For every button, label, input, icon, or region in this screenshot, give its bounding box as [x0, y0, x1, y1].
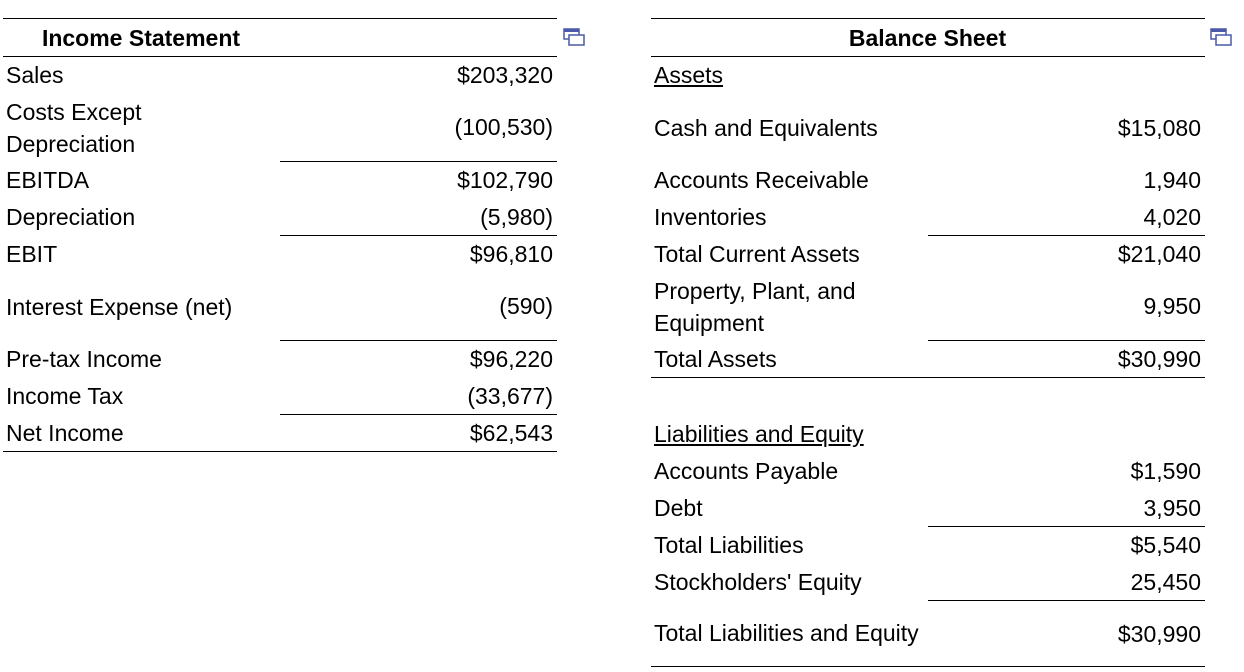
- income-statement-title: Income Statement: [3, 19, 280, 57]
- row-label-total-liabilities-equity: Total Liabilities and Equity: [651, 601, 928, 667]
- row-value-cash: $15,080: [1117, 114, 1201, 141]
- row-value-debt: 3,950: [928, 490, 1205, 527]
- row-value-total-liabilities: $5,540: [1130, 532, 1201, 559]
- row-label-net-income: Net Income: [3, 415, 280, 452]
- row-label-ebitda: EBITDA: [6, 167, 90, 193]
- row-value-pretax-income: $96,220: [469, 346, 553, 373]
- row-value-depreciation: (5,980): [280, 199, 557, 236]
- row-label-total-liabilities: Total Liabilities: [654, 532, 804, 558]
- row-label-debt: Debt: [654, 495, 703, 521]
- row-label-interest-expense: Interest Expense (net): [6, 293, 233, 320]
- row-label-inventories: Inventories: [654, 204, 767, 230]
- balance-sheet-title: Balance Sheet: [651, 19, 1205, 57]
- row-label-cash: Cash and Equivalents: [654, 114, 878, 141]
- row-label-income-tax: Income Tax: [6, 383, 124, 409]
- balance-sheet-table: [651, 18, 1205, 667]
- row-label-accounts-payable: Accounts Payable: [654, 458, 839, 484]
- row-value-accounts-payable: $1,590: [1130, 458, 1201, 484]
- row-value-total-liabilities-equity: $30,990: [928, 601, 1205, 667]
- row-label-total-assets: Total Assets: [651, 341, 928, 378]
- row-label-ppe: Property, Plant, and Equipment: [654, 277, 856, 336]
- row-value-accounts-receivable: 1,940: [1143, 167, 1201, 193]
- income-statement-table: [3, 18, 557, 452]
- copy-icon[interactable]: [563, 28, 585, 46]
- row-value-interest-expense: (590): [280, 273, 557, 341]
- row-value-income-tax: (33,677): [280, 378, 557, 415]
- row-value-costs-except-depreciation: (100,530): [280, 94, 557, 162]
- row-value-sales: $203,320: [457, 62, 553, 89]
- row-label-sales: Sales: [6, 62, 64, 89]
- row-label-stockholders-equity: Stockholders' Equity: [654, 569, 862, 595]
- row-label-costs-except-depreciation: Costs Except Depreciation: [6, 98, 142, 157]
- row-value-ebit: $96,810: [469, 241, 553, 268]
- row-label-accounts-receivable: Accounts Receivable: [654, 167, 869, 193]
- row-label-ebit: EBIT: [6, 241, 58, 267]
- row-value-ppe: 9,950: [928, 273, 1205, 341]
- row-value-total-current-assets: $21,040: [1117, 241, 1201, 268]
- row-value-inventories: 4,020: [928, 199, 1205, 236]
- row-value-total-assets: $30,990: [928, 341, 1205, 378]
- row-label-depreciation: Depreciation: [6, 204, 136, 230]
- row-label-total-current-assets: Total Current Assets: [654, 241, 860, 267]
- row-value-stockholders-equity: 25,450: [928, 564, 1205, 601]
- copy-icon[interactable]: [1210, 28, 1232, 46]
- liabilities-heading: Liabilities and Equity: [654, 421, 864, 447]
- row-value-net-income: $62,543: [280, 415, 557, 452]
- row-label-pretax-income: Pre-tax Income: [6, 346, 162, 372]
- assets-heading: Assets: [654, 62, 724, 89]
- row-value-ebitda: $102,790: [457, 167, 553, 194]
